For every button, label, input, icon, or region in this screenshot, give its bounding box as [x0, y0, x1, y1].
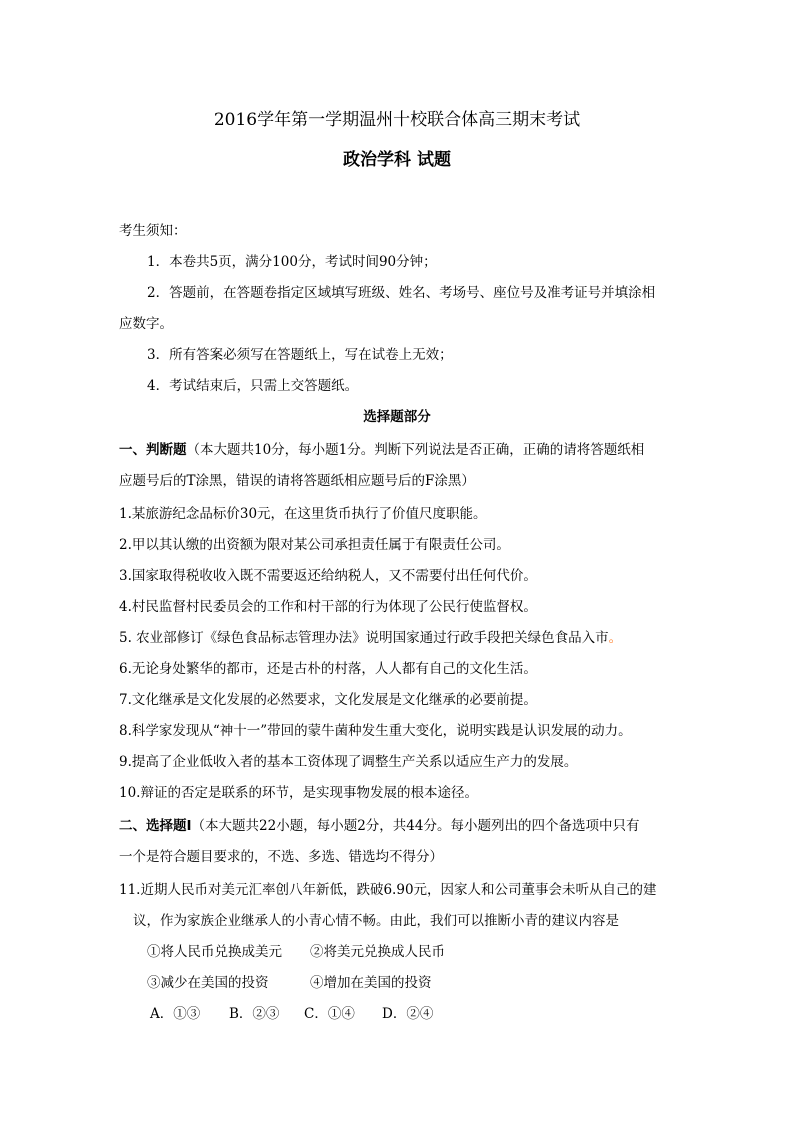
notice-item: 1．本卷共5页，满分100分，考试时间90分钟； — [147, 254, 437, 270]
notice-item: 应数字。 — [119, 316, 173, 332]
question-11-line1: 11.近期人民币对美元汇率创八年新低，跌破6.90元，因家人和公司董事会未听从自己的建 — [119, 882, 657, 898]
judge-question: 4.村民监督村民委员会的工作和村干部的行为体现了公民行使监督权。 — [119, 599, 537, 615]
notice-item: 4．考试结束后，只需上交答题纸。 — [147, 378, 359, 394]
judge-question: 8.科学家发现从“神十一”带回的蒙牛菌种发生重大变化，说明实践是认识发展的动力。 — [119, 723, 632, 739]
option-item: ②将美元兑换成人民币 — [310, 944, 445, 960]
exam-subtitle: 政治学科 试题 — [343, 150, 451, 170]
part-title: 选择题部分 — [363, 409, 431, 425]
notice-item: 3．所有答案必须写在答题纸上，写在试卷上无效； — [147, 347, 453, 363]
choice-intro — [119, 817, 639, 835]
option-item: ③减少在美国的投资 — [147, 975, 269, 991]
judge-desc: （本大题共10分，每小题1分。判断下列说法是否正确，正确的请将答题纸相 — [186, 442, 645, 458]
choice-desc: （本大题共22小题，每小题2分，共44分。每小题列出的四个备选项中只有 — [191, 818, 640, 834]
judge-heading: 一、判断题 — [119, 442, 187, 458]
answer-choice: C．①④ — [304, 1006, 355, 1022]
notice-heading: 考生须知： — [119, 223, 187, 239]
end-mark: 。 — [608, 630, 623, 646]
option-item: ①将人民币兑换成美元 — [147, 944, 282, 960]
judge-question: 10.辩证的否定是联系的环节，是实现事物发展的根本途径。 — [119, 785, 478, 801]
judge-intro — [119, 441, 644, 459]
judge-question: 3.国家取得税收收入既不需要返还给纳税人，又不需要付出任何代价。 — [119, 568, 537, 584]
judge-question: 6.无论身处繁华的都市，还是古朴的村落，人人都有自己的文化生活。 — [119, 661, 537, 677]
exam-title: 2016学年第一学期温州十校联合体高三期末考试 — [213, 110, 581, 130]
judge-desc-cont: 应题号后的T涂黑，错误的请将答题纸相应题号后的F涂黑） — [119, 473, 475, 489]
judge-question: 9.提高了企业低收入者的基本工资体现了调整生产关系以适应生产力的发展。 — [119, 754, 578, 770]
judge-question: 1.某旅游纪念品标价30元，在这里货币执行了价值尺度职能。 — [119, 506, 487, 522]
judge-question-5 — [119, 629, 622, 647]
choice-desc-cont: 一个是符合题目要求的，不选、多选、错选均不得分） — [119, 849, 443, 865]
choice-heading: 二、选择题Ⅰ — [119, 818, 192, 834]
answer-choice: A．①③ — [150, 1006, 201, 1022]
answer-choice: D．②④ — [382, 1006, 434, 1022]
notice-item: 2．答题前，在答题卷指定区域填写班级、姓名、考场号、座位号及准考证号并填涂相 — [147, 285, 656, 301]
answer-choice: B．②③ — [229, 1006, 280, 1022]
question-11-line2: 议，作为家族企业继承人的小青心情不畅。由此，我们可以推断小青的建议内容是 — [133, 913, 619, 929]
option-item: ④增加在美国的投资 — [310, 975, 432, 991]
judge-question: 2.甲以其认缴的出资额为限对某公司承担责任属于有限责任公司。 — [119, 537, 510, 553]
judge-question-text: 5. 农业部修订《绿色食品标志管理办法》说明国家通过行政手段把关绿色食品入市 — [119, 630, 609, 646]
judge-question: 7.文化继承是文化发展的必然要求，文化发展是文化继承的必要前提。 — [119, 692, 537, 708]
